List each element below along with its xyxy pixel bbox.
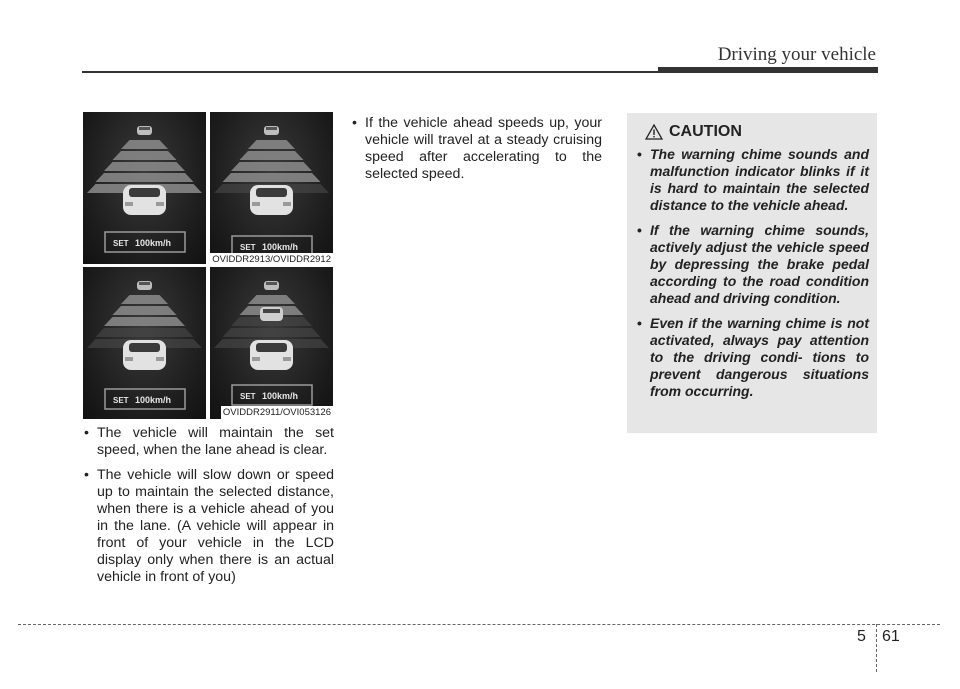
- lead-vehicle-icon: [137, 126, 152, 135]
- own-vehicle-icon: [250, 340, 293, 370]
- svg-text:SET: SET: [240, 392, 256, 401]
- section-number: 5: [857, 628, 866, 645]
- header-title: Driving your vehicle: [717, 44, 876, 65]
- set-speed-display: [232, 385, 312, 405]
- caution-item: • If the warning chime sounds, actively adjust the vehicle speed by depressing the brake pedal according to the road condition ahead and driving condition.: [637, 222, 869, 307]
- set-speed-display: [105, 232, 185, 252]
- lcd-panel-4: [210, 267, 333, 419]
- own-vehicle-icon: [123, 340, 166, 370]
- svg-text:SET: SET: [240, 243, 256, 252]
- svg-text:SET: SET: [113, 396, 129, 405]
- set-speed-display: [105, 389, 185, 409]
- warning-triangle-icon: [645, 124, 663, 140]
- svg-text:100km/h: 100km/h: [262, 242, 299, 252]
- middle-bullet-list: [352, 115, 602, 191]
- caution-item: • Even if the warning chime is not activated, always pay attention to the driving condi- tions to prevent dangerous situations from occurring.: [637, 315, 869, 400]
- svg-text:100km/h: 100km/h: [262, 391, 299, 401]
- own-vehicle-icon: [123, 185, 166, 215]
- list-item: • The vehicle will slow down or speed up to maintain the selected distance, when there is a vehicle ahead of you in the lane. (A vehicle will appear in front of your vehicle in the LCD display only when there is an actual vehicle in front of you): [84, 467, 334, 586]
- lead-vehicle-icon: [264, 281, 279, 290]
- left-bullet-list: [84, 425, 334, 594]
- lead-vehicle-icon: [137, 281, 152, 290]
- caution-box: [627, 113, 877, 433]
- page-number: 61: [882, 628, 900, 645]
- list-item: • The vehicle will maintain the set speed, when the lane ahead is clear.: [84, 425, 334, 459]
- figure-caption-top: OVIDDR2913/OVIDDR2912: [212, 254, 331, 265]
- header-rule-bar: [658, 67, 878, 73]
- caution-list: [637, 146, 869, 408]
- lead-vehicle-icon: [264, 126, 279, 135]
- svg-text:SET: SET: [113, 239, 129, 248]
- caution-title: CAUTION: [669, 123, 742, 140]
- footer-divider: [876, 624, 877, 672]
- lcd-display-figure: [83, 112, 334, 419]
- svg-text:100km/h: 100km/h: [135, 238, 172, 248]
- own-vehicle-icon: [250, 185, 293, 215]
- svg-text:100km/h: 100km/h: [135, 395, 172, 405]
- figure-caption-bottom: OVIDDR2911/OVI053126: [222, 407, 331, 418]
- header-rule: [82, 71, 662, 73]
- lcd-panel-2: [210, 112, 333, 264]
- lcd-panel-3: [83, 267, 206, 419]
- lcd-panel-1: [83, 112, 206, 264]
- caution-header: [645, 123, 742, 141]
- list-item: • If the vehicle ahead speeds up, your vehicle will travel at a steady cruising speed after accelerating to the selected speed.: [352, 115, 602, 183]
- footer-rule: [18, 624, 940, 625]
- caution-item: • The warning chime sounds and malfunction indicator blinks if it is hard to maintain the selected distance to the vehicle ahead.: [637, 146, 869, 214]
